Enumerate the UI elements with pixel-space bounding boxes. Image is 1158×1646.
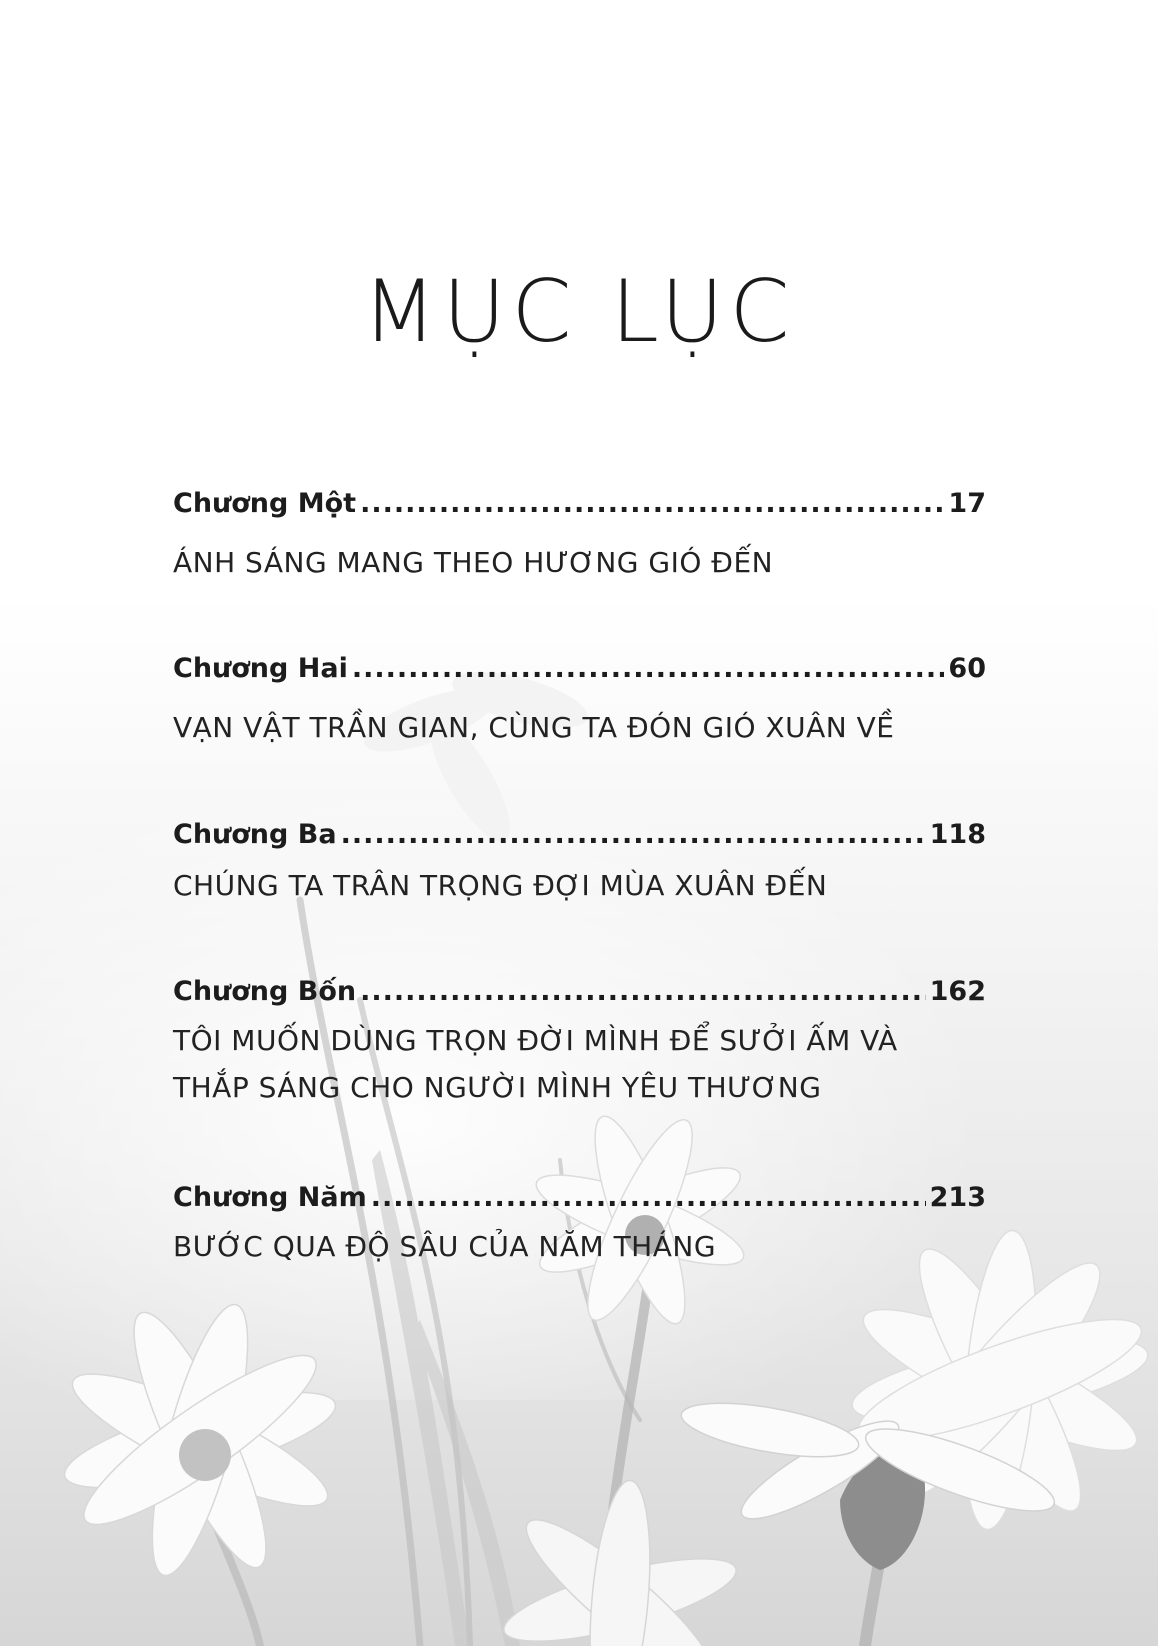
chapter-subtitle-line: ÁNH SÁNG MANG THEO HƯƠNG GIÓ ĐẾN: [173, 546, 774, 579]
chapter-subtitle-line: CHÚNG TA TRÂN TRỌNG ĐỢI MÙA XUÂN ĐẾN: [173, 869, 828, 902]
chapter-subtitle-line: VẠN VẬT TRẦN GIAN, CÙNG TA ĐÓN GIÓ XUÂN VỀ: [173, 711, 895, 744]
toc-entry-heading: [173, 1182, 986, 1213]
dot-leader: [341, 819, 926, 850]
chapter-label: Chương Bốn: [173, 976, 357, 1007]
page-number: 17: [948, 488, 986, 519]
dot-leader: [352, 653, 945, 684]
toc-entry-4[interactable]: [173, 976, 986, 1111]
chapter-subtitle: [173, 1223, 986, 1270]
toc-entry-heading: [173, 976, 986, 1007]
chapter-subtitle: [173, 1017, 986, 1111]
page-number: 60: [948, 653, 986, 684]
toc-entry-heading: [173, 819, 986, 850]
chapter-label: Chương Ba: [173, 819, 337, 850]
toc-entry-5[interactable]: [173, 1182, 986, 1270]
toc-entry-heading: [173, 488, 986, 519]
chapter-label: Chương Năm: [173, 1182, 367, 1213]
chapter-label: Chương Một: [173, 488, 357, 519]
toc-entry-heading: [173, 653, 986, 684]
toc-entry-1[interactable]: [173, 488, 986, 586]
chapter-subtitle-line: BƯỚC QUA ĐỘ SÂU CỦA NĂM THÁNG: [173, 1230, 717, 1263]
dot-leader: [360, 488, 944, 519]
page-number: 213: [929, 1182, 986, 1213]
dot-leader: [371, 1182, 926, 1213]
toc-entry-2[interactable]: [173, 653, 986, 751]
chapter-label: Chương Hai: [173, 653, 348, 684]
page-number: 118: [929, 819, 986, 850]
toc-entry-3[interactable]: [173, 819, 986, 909]
chapter-subtitle: [173, 539, 986, 586]
chapter-subtitle: [173, 862, 986, 909]
dot-leader: [360, 976, 926, 1007]
chapter-subtitle-line: TÔI MUỐN DÙNG TRỌN ĐỜI MÌNH ĐỂ SƯỞI ẤM VÀ: [173, 1024, 898, 1057]
page-title: MỤC LỤC: [362, 262, 796, 362]
page-number: 162: [929, 976, 986, 1007]
chapter-subtitle-line: THẮP SÁNG CHO NGƯỜI MÌNH YÊU THƯƠNG: [173, 1071, 822, 1104]
chapter-subtitle: [173, 704, 986, 751]
